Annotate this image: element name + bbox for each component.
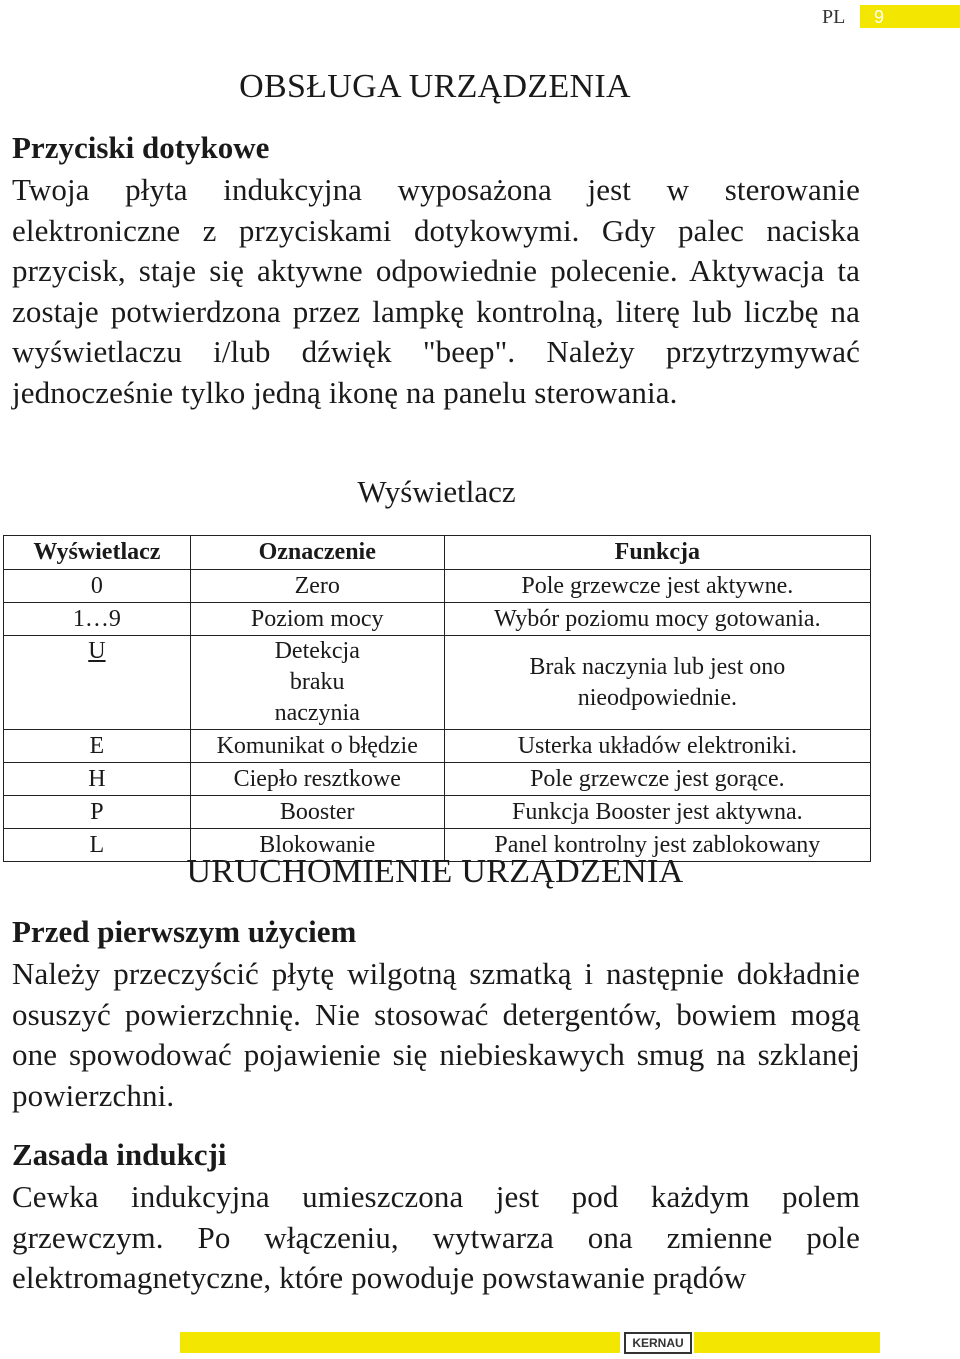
section-title-startup: URUCHOMIENIE URZĄDZENIA [186,853,684,890]
table-cell [4,636,191,730]
table-cell: L [4,829,191,862]
brand-logo: KERNAU [624,1332,692,1354]
table-cell: Detekcja braku naczynia [190,636,444,730]
subtitle-touch-buttons: Przyciski dotykowe [12,130,270,165]
display-table [3,535,871,862]
table-cell: Booster [190,796,444,829]
subtitle-before-first-use: Przed pierwszym użyciem [12,914,357,949]
page-number-bar [860,5,960,28]
table-cell: Funkcja Booster jest aktywna. [444,796,870,829]
table-cell: Pole grzewcze jest gorące. [444,763,870,796]
table-row [4,763,871,796]
footer-bar-left [180,1332,620,1353]
table-cell: 1…9 [4,603,191,636]
subtitle-induction-principle: Zasada indukcji [12,1137,227,1172]
table-row [4,796,871,829]
table-cell: Blokowanie [190,829,444,862]
table-cell: Ciepło resztkowe [190,763,444,796]
table-cell: Pole grzewcze jest aktywne. [444,570,870,603]
paragraph-touch-buttons: Twoja płyta indukcyjna wyposażona jest w sterowanie elektroniczne z przyciskami dotykowymi. Gdy palec naciska przycisk, staje się aktywne odpowiednie polecenie. Aktywacja ta zostaje potwierdzona przez lampkę kontrolną, literę lub liczbę na wyświetlaczu i/lub dźwięk "beep". Należy przytrzymywać jednocześnie tylko jedną ikonę na panelu sterowania. [12,172,860,410]
table-cell: Brak naczynia lub jest ono nieodpowiednie. [444,636,870,730]
table-cell: Wybór poziomu mocy gotowania. [444,603,870,636]
table-row [4,730,871,763]
table-cell: Panel kontrolny jest zablokowany [444,829,870,862]
table-cell-text: U [88,638,106,664]
page-number: 9 [874,7,885,27]
display-table-title: Wyświetlacz [357,474,516,509]
table-cell: Komunikat o błędzie [190,730,444,763]
table-cell: P [4,796,191,829]
footer-bar-right [694,1332,880,1353]
section-title-operation: OBSŁUGA URZĄDZENIA [239,68,631,105]
table-row [4,603,871,636]
table-cell: Zero [190,570,444,603]
paragraph-before-first-use: Należy przeczyścić płytę wilgotną szmatką i następnie dokładnie osuszyć powierzchnię. Nie stosować detergentów, bowiem mogą one spowodować pojawienie się niebieskawych smug na szklanej powierzchni. [12,956,860,1113]
paragraph-induction-principle: Cewka indukcyjna umieszczona jest pod każdym polem grzewczym. Po włączeniu, wytwarza ona zmienne pole elektromagnetyczne, które powoduje powstawanie prądów [12,1179,860,1296]
language-label: PL [822,6,846,28]
table-cell: Usterka układów elektroniki. [444,730,870,763]
table-row [4,636,871,730]
table-cell: E [4,730,191,763]
table-cell: Poziom mocy [190,603,444,636]
table-cell: 0 [4,570,191,603]
column-header: Oznaczenie [190,536,444,570]
table-header-row [4,536,871,570]
table-cell: H [4,763,191,796]
column-header: Wyświetlacz [4,536,191,570]
table-row [4,570,871,603]
column-header: Funkcja [444,536,870,570]
